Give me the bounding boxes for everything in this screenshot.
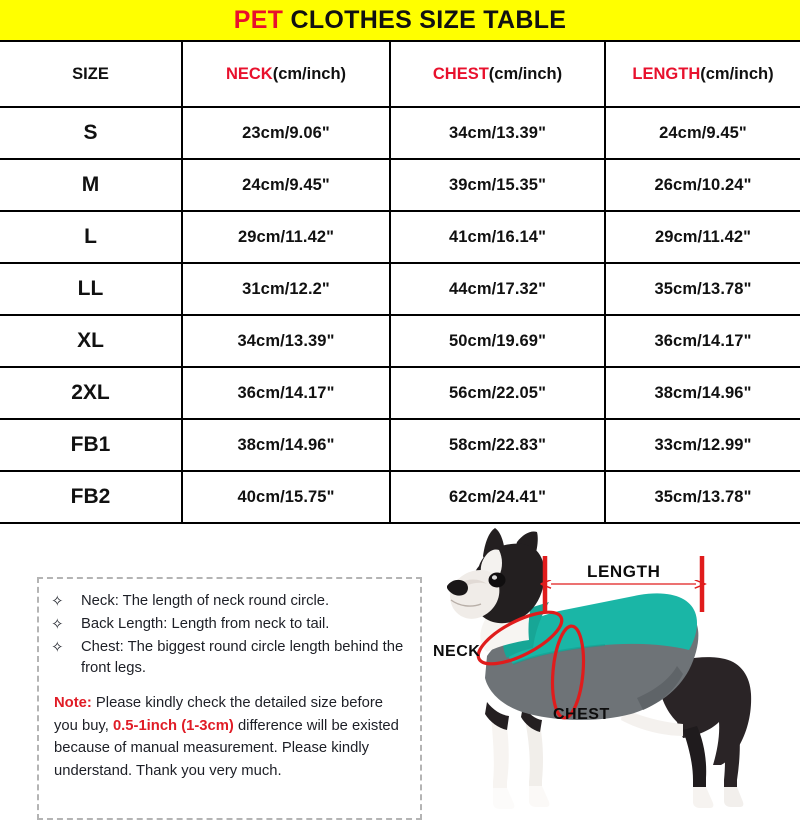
- cell-chest: 41cm/16.14": [390, 211, 605, 263]
- column-header-neck-plain: (cm/inch): [272, 64, 347, 83]
- table-row: [0, 211, 800, 263]
- column-header-length: [605, 42, 800, 107]
- title-rest: CLOTHES SIZE TABLE: [283, 5, 567, 34]
- cell-size: 2XL: [0, 367, 182, 419]
- chest-label: CHEST: [553, 706, 610, 723]
- list-item-label: Back Length: Length from neck to tail.: [81, 615, 330, 632]
- cell-size: LL: [0, 263, 182, 315]
- table-row: [0, 367, 800, 419]
- cell-size: FB2: [0, 471, 182, 523]
- column-header-size-plain: SIZE: [72, 64, 109, 83]
- length-label: LENGTH: [587, 562, 661, 581]
- column-header-neck: [182, 42, 390, 107]
- neck-label: NECK: [433, 643, 481, 660]
- cell-chest: 58cm/22.83": [390, 419, 605, 471]
- list-item: [51, 591, 410, 613]
- column-header-chest-plain: (cm/inch): [488, 64, 563, 83]
- cell-length: 35cm/13.78": [605, 263, 800, 315]
- column-header-chest-accent: CHEST: [432, 64, 489, 83]
- cell-length: 29cm/11.42": [605, 211, 800, 263]
- list-item-label: Chest: The biggest round circle length behind the front legs.: [81, 638, 404, 676]
- cell-size: FB1: [0, 419, 182, 471]
- note-label: Note:: [54, 695, 92, 712]
- column-header-chest: [390, 42, 605, 107]
- table-row: [0, 107, 800, 159]
- table-row: [0, 263, 800, 315]
- four-point-star-icon: ✧: [51, 593, 64, 610]
- cell-neck: 31cm/12.2": [182, 263, 390, 315]
- cell-length: 36cm/14.17": [605, 315, 800, 367]
- list-item-label: Neck: The length of neck round circle.: [81, 593, 330, 609]
- list-item: [51, 637, 410, 680]
- dog-nose: [447, 580, 468, 596]
- title-banner: [0, 0, 800, 42]
- cell-size: L: [0, 211, 182, 263]
- dog-rear-paw-near: [693, 787, 713, 808]
- dog-rear-leg-near: [683, 726, 706, 796]
- cell-neck: 29cm/11.42": [182, 211, 390, 263]
- column-header-size: [0, 42, 182, 107]
- table-row: [0, 159, 800, 211]
- cell-length: 24cm/9.45": [605, 107, 800, 159]
- cell-length: 33cm/12.99": [605, 419, 800, 471]
- cell-length: 38cm/14.96": [605, 367, 800, 419]
- list-item: [51, 614, 410, 636]
- cell-neck: 38cm/14.96": [182, 419, 390, 471]
- cell-chest: 44cm/17.32": [390, 263, 605, 315]
- dog-rear-paw-far: [724, 787, 743, 807]
- dog-eye: [489, 573, 506, 588]
- cell-chest: 56cm/22.05": [390, 367, 605, 419]
- cell-chest: 50cm/19.69": [390, 315, 605, 367]
- cell-length: 26cm/10.24": [605, 159, 800, 211]
- table-header-row: [0, 42, 800, 107]
- notes-box: [37, 577, 422, 820]
- measurement-definition-list: [51, 591, 410, 679]
- cell-size: XL: [0, 315, 182, 367]
- column-header-length-accent: LENGTH: [632, 64, 701, 83]
- note-text-part2: difference will be existed because of manual measurement. Please kindly understand. Thank you very much.: [54, 717, 399, 779]
- dog-measurement-illustration: [425, 524, 800, 822]
- cell-neck: 34cm/13.39": [182, 315, 390, 367]
- note-text-part1: Please kindly check the detailed size before you buy,: [54, 695, 383, 734]
- table-header: [0, 42, 800, 107]
- table-row: [0, 471, 800, 523]
- dog-leg-marking-near: [485, 702, 509, 730]
- dog-front-leg-far: [525, 719, 543, 796]
- cell-chest: 34cm/13.39": [390, 107, 605, 159]
- cell-neck: 24cm/9.45": [182, 159, 390, 211]
- dog-eye-highlight: [492, 575, 497, 579]
- cell-chest: 39cm/15.35": [390, 159, 605, 211]
- cell-neck: 23cm/9.06": [182, 107, 390, 159]
- dog-front-paw-far: [529, 786, 549, 807]
- dog-front-paw-near: [493, 788, 514, 809]
- size-table: [0, 42, 800, 524]
- cell-chest: 62cm/24.41": [390, 471, 605, 523]
- table-row: [0, 315, 800, 367]
- note-tolerance-highlight: 0.5-1inch (1-3cm): [112, 717, 234, 734]
- cell-size: M: [0, 159, 182, 211]
- disclaimer-note: [54, 692, 410, 782]
- column-header-neck-accent: NECK: [225, 64, 273, 83]
- cell-length: 35cm/13.78": [605, 471, 800, 523]
- cell-size: S: [0, 107, 182, 159]
- four-point-star-icon: ✧: [51, 615, 64, 633]
- cell-neck: 40cm/15.75": [182, 471, 390, 523]
- cell-neck: 36cm/14.17": [182, 367, 390, 419]
- page-title: [234, 6, 567, 35]
- title-accent-word: PET: [233, 5, 284, 34]
- four-point-star-icon: ✧: [51, 638, 64, 656]
- column-header-length-plain: (cm/inch): [700, 64, 774, 83]
- lower-section: [0, 524, 800, 822]
- table-body: [0, 107, 800, 523]
- table-row: [0, 419, 800, 471]
